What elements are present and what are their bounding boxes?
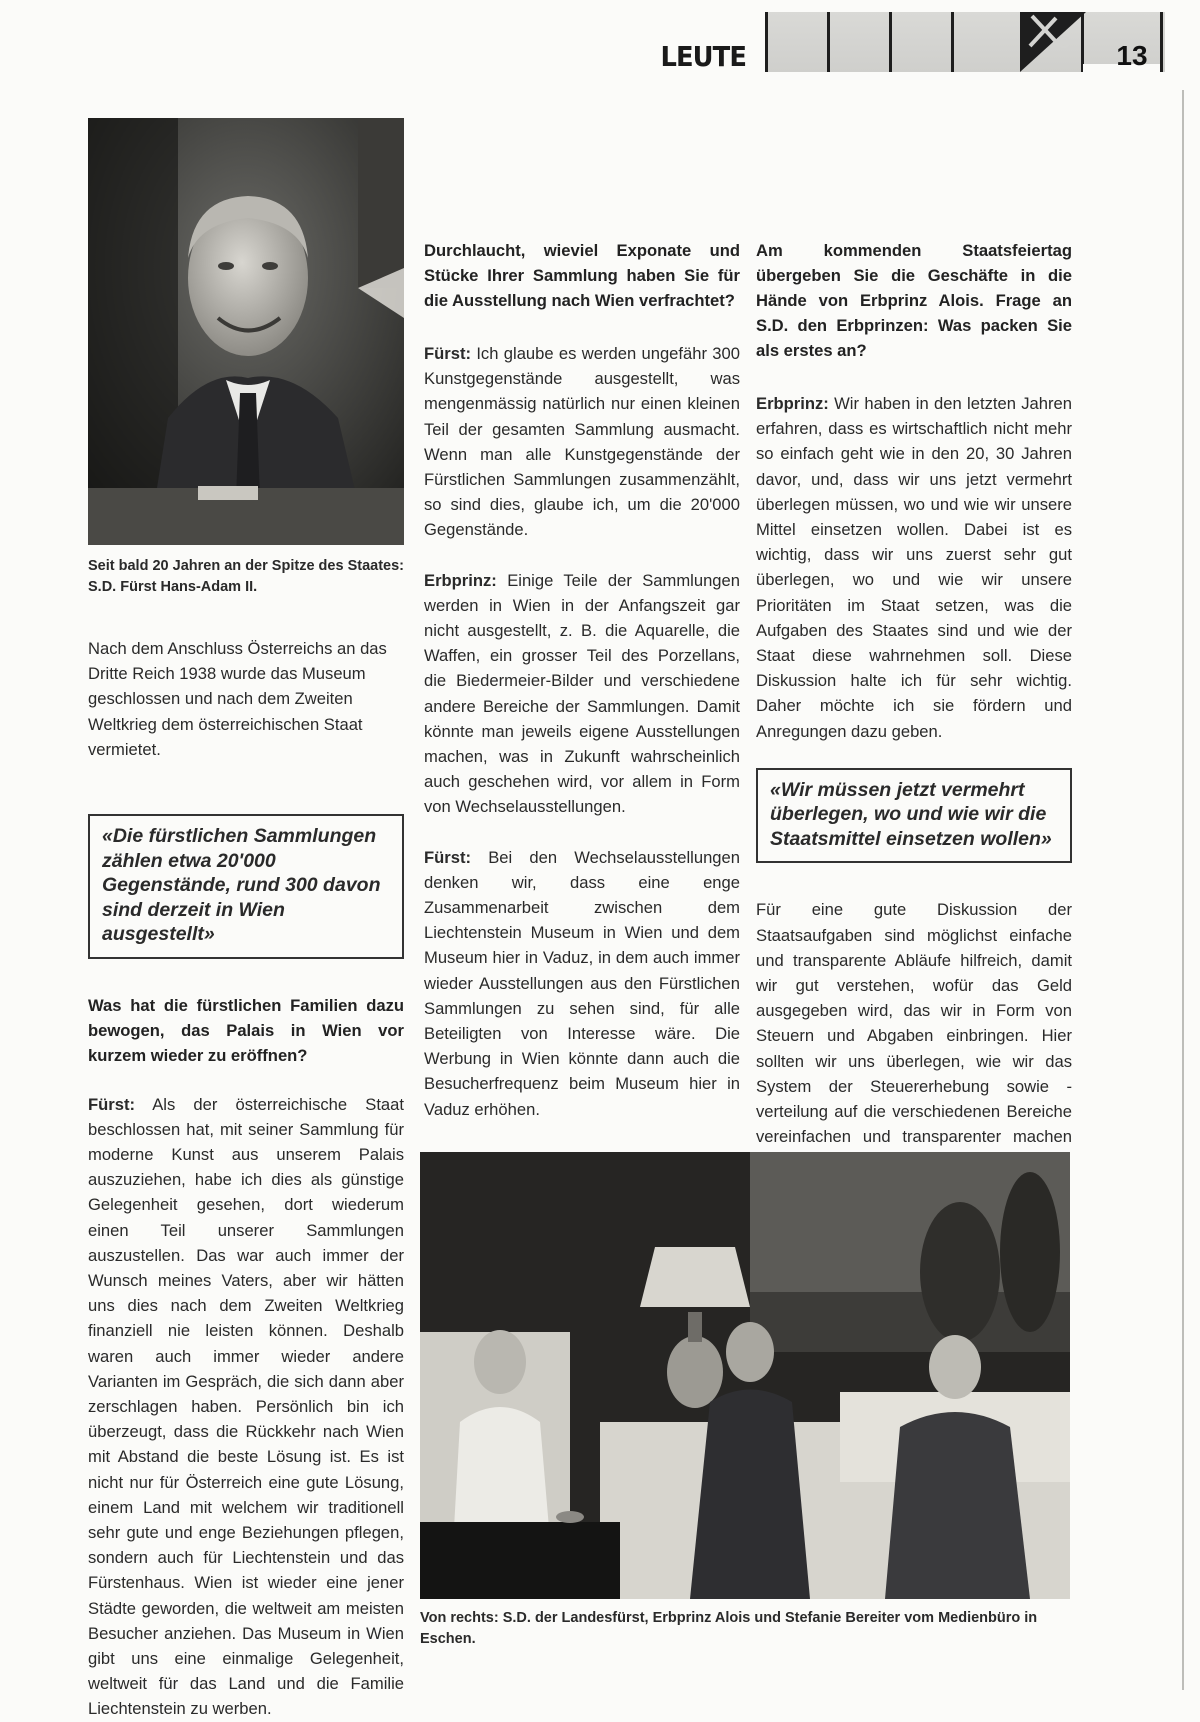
speaker-label: Erbprinz:	[756, 394, 829, 413]
answer-middle-3	[424, 845, 740, 1122]
decorative-x-icon	[1020, 12, 1086, 72]
speaker-label: Fürst:	[424, 344, 472, 363]
portrait-photo	[88, 118, 404, 545]
answer-text: Bei den Wechselausstellungen denken wir, dass eine enge Zusammenarbeit zwischen dem Liechtenstein Museum in Wien und dem Museum hier in Vaduz, in dem auch immer wieder Ausstellungen aus den Fürstlichen Sammlungen zu sehen sind, für alle Beteiligten von Interesse wäre. Die Werbung in Wien könnte dann auch die Besucherfrequenz beim Museum hier in Vaduz erhöhen.	[424, 847, 740, 1119]
answer-right-2: Für eine gute Diskussion der Staatsaufgaben sind möglichst einfache und transparente Abläufe hilfreich, damit wir gut verstehen, wofür das Geld ausgegeben wird, das wir in Form von Steuern und Abgaben einbringen. Hier sollten wir uns überlegen, wie wir das System der Steuererhebung sowie -verteilung auf die verschiedenen Bereiche vereinfachen und transparenter machen	[756, 900, 1072, 1147]
answer-text: Einige Teile der Sammlungen werden in Wien in der Anfangszeit gar nicht ausgestellt, z. B. die Aquarelle, die Waffen, ein grosser Teil des Porzellans, die Biedermeier-Bilder und verschiedene andere Bereiche der Sammlungen. Damit könnte man jeweils eigene Ausstellungen machen, was in Zukunft wahrscheinlich auch geschehen wird, vor allem in Form von Wechselausstellungen.	[424, 570, 740, 817]
pull-quote-left: «Die fürstlichen Sammlungen zählen etwa 20'000 Gegenstände, rund 300 davon sind derzeit in Wien ausgestellt»	[88, 814, 404, 959]
intro-paragraph: Nach dem Anschluss Österreichs an das Dritte Reich 1938 wurde das Museum geschlossen und nach dem Zweiten Weltkrieg dem österreichischen Staat vermietet.	[88, 639, 387, 759]
section-title: LEUTE	[660, 40, 746, 73]
question-middle: Durchlaucht, wieviel Exponate und Stücke Ihrer Sammlung haben Sie für die Ausstellung nach Wien verfrachtet?	[424, 241, 740, 310]
speaker-label: Fürst:	[424, 847, 472, 867]
group-photo-caption: Von rechts: S.D. der Landesfürst, Erbprinz Alois und Stefanie Bereiter vom Medienbüro in Eschen.	[420, 1610, 1038, 1647]
answer-middle-1	[424, 341, 740, 543]
answer-left	[88, 1092, 404, 1722]
speaker-label: Erbprinz:	[424, 570, 497, 590]
answer-text: Als der österreichische Staat beschlossen hat, mit seiner Sammlung für moderne Kunst aus unserem Palais auszuziehen, habe ich dies als günstige Gelegenheit gesehen, dort wiederum einen Teil unserer Sammlungen auszustellen. Das war auch immer der Wunsch meines Vaters, aber wir hätten uns dies nach dem Zweiten Weltkrieg finanziell nie leisten können. Deshalb waren auch immer wieder andere Varianten im Gespräch, die sich dann aber zerschlagen haben. Persönlich bin ich überzeugt, dass die Rückkehr nach Wien mit Abstand die beste Lösung ist. Es ist nicht nur für Österreich eine gute Lösung, einem Land mit welchem wir traditionell sehr gute und enge Beziehungen pflegen, sondern auch für Liechtenstein und das Fürstenhaus. Wien ist wieder eine jener Städte geworden, die weltweit am meisten Besucher anziehen. Das Museum in Wien gibt uns eine einmalige Gelegenheit, weltweit für das Land und die Familie Liechtenstein zu werben.	[88, 1094, 404, 1719]
page-number: 13	[1116, 40, 1148, 71]
header-bar	[765, 12, 1165, 72]
answer-right-1	[756, 391, 1072, 744]
answer-text: Wir haben in den letzten Jahren erfahren, dass es wirtschaftlich nicht mehr so einfach geht wie in den 20, 30 Jahren davor, und, dass wir uns jetzt vermehrt überlegen müssen, wo und wie wir unsere Mittel einsetzen wollen. Dabei ist es wichtig, dass wir uns zuerst sehr gut überlegen, wo und wie wir unsere Prioritäten im Staat setzen, was die Aufgaben des Staates sind und wie der Staat diese wahrnehmen soll. Diese Diskussion halte ich für sehr wichtig. Daher möchte ich sie fördern und Anregungen dazu geben.	[756, 394, 1072, 741]
portrait-caption: Seit bald 20 Jahren an der Spitze des Staates: S.D. Fürst Hans-Adam II.	[88, 558, 404, 595]
group-photo	[420, 1152, 1070, 1599]
answer-text: Ich glaube es werden ungefähr 300 Kunstgegenstände ausgestellt, was mengenmässig natürlich nur einen kleinen Teil der gesamten Sammlung ausmacht. Wenn man alle Kunstgegenstände der Fürstlichen Sammlungen zusammenzählt, so sind dies, glaube ich, um die 20'000 Gegenstände.	[424, 344, 740, 540]
right-column	[756, 238, 1072, 1175]
portrait-illustration	[88, 118, 404, 545]
pull-quote-right: «Wir müssen jetzt vermehrt überlegen, wo und wie wir die Staatsmittel einsetzen wollen»	[756, 768, 1072, 864]
answer-middle-2	[424, 568, 740, 820]
group-photo-illustration	[420, 1152, 1070, 1599]
middle-column	[424, 238, 740, 1122]
question-left: Was hat die fürstlichen Familien dazu bewogen, das Palais in Wien vor kurzem wieder zu eröffnen?	[88, 995, 404, 1065]
page-edge-rule	[1182, 90, 1184, 1690]
speaker-label: Fürst:	[88, 1094, 136, 1114]
left-column	[88, 556, 404, 1722]
question-right: Am kommenden Staatsfeiertag übergeben Sie die Geschäfte in die Hände von Erbprinz Alois. Frage an S.D. den Erbprinzen: Was packen Sie als erstes an?	[756, 241, 1072, 360]
